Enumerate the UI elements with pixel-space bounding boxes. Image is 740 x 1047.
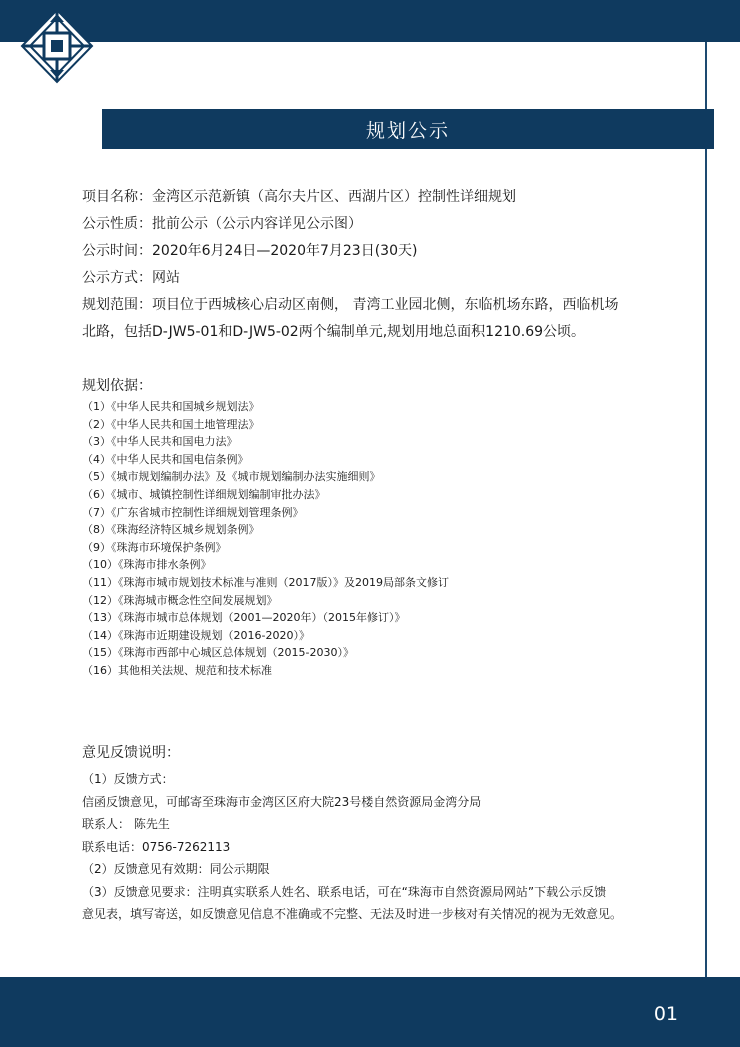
basis-item: （14）《珠海市近期建设规划（2016-2020）》 xyxy=(82,628,310,642)
feedback-line: （1）反馈方式： xyxy=(82,772,174,786)
feedback-line: 信函反馈意见，可邮寄至珠海市金湾区区府大院23号楼自然资源局金湾分局 xyxy=(82,794,482,809)
feedback-section xyxy=(82,742,708,926)
page-title: 规划公示 xyxy=(365,119,450,142)
feedback-title: 意见反馈说明： xyxy=(82,745,180,761)
project-name: 项目名称：金湾区示范新镇（高尔夫片区、西湖片区）控制性详细规划 xyxy=(82,189,516,205)
basis-item: （16）其他相关法规、规范和技术标准 xyxy=(82,663,272,677)
feedback-line: （2）反馈意见有效期：同公示期限 xyxy=(82,862,270,876)
basis-item: （13）《珠海市城市总体规划（2001—2020年）（2015年修订）》 xyxy=(82,611,406,625)
basis-item: （10）《珠海市排水条例》 xyxy=(82,558,212,572)
planning-scope-line-1: 规划范围：项目位于西城核心启动区南侧， 青湾工业园北侧，东临机场东路，西临机场 xyxy=(82,297,619,313)
feedback-line: 联系电话：0756-7262113 xyxy=(82,839,231,854)
project-info xyxy=(82,184,708,346)
basis-item: （3）《中华人民共和国电力法》 xyxy=(82,435,238,449)
feedback-line: 意见表，填写寄送，如反馈意见信息不准确或不完整、无法及时进一步核对有关情况的视为无效意见。 xyxy=(82,907,623,921)
page-number: 01 xyxy=(653,1003,678,1025)
basis-item: （1）《中华人民共和国城乡规划法》 xyxy=(82,400,260,413)
basis-item: （6）《城市、城镇控制性详细规划编制审批办法》 xyxy=(82,487,326,501)
basis-item: （11）《珠海市城市规划技术标准与准则（2017版）》及2019局部条文修订 xyxy=(82,575,449,589)
feedback-line: （3）反馈意见要求：注明真实联系人姓名、联系电话，可在“珠海市自然资源局网站”下载公示反馈 xyxy=(82,884,607,899)
emblem-icon xyxy=(20,8,94,84)
basis-item: （8）《珠海经济特区城乡规划条例》 xyxy=(82,523,260,537)
publicity-time: 公示时间：2020年6月24日—2020年7月23日(30天) xyxy=(82,243,418,259)
publicity-nature: 公示性质：批前公示（公示内容详见公示图） xyxy=(82,216,362,232)
title-banner xyxy=(102,109,714,149)
basis-item: （9）《珠海市环境保护条例》 xyxy=(82,540,227,554)
feedback-line: 联系人： 陈先生 xyxy=(82,817,170,831)
top-banner xyxy=(0,0,740,42)
planning-scope-line-2: 北路，包括D-JW5-01和D-JW5-02两个编制单元,规划用地总面积1210.69公顷。 xyxy=(82,324,586,340)
basis-item: （2）《中华人民共和国土地管理法》 xyxy=(82,417,260,431)
publicity-method: 公示方式：网站 xyxy=(82,270,180,286)
basis-item: （12）《珠海城市概念性空间发展规划》 xyxy=(82,593,278,607)
basis-item: （5）《城市规划编制办法》及《城市规划编制办法实施细则》 xyxy=(82,470,381,484)
bottom-banner xyxy=(0,977,740,1047)
basis-item: （4）《中华人民共和国电信条例》 xyxy=(82,452,249,466)
basis-item: （7）《广东省城市控制性详细规划管理条例》 xyxy=(82,505,304,519)
planning-basis xyxy=(82,376,702,680)
basis-item: （15）《珠海市西部中心城区总体规划（2015-2030）》 xyxy=(82,646,354,660)
basis-title: 规划依据： xyxy=(82,378,152,394)
